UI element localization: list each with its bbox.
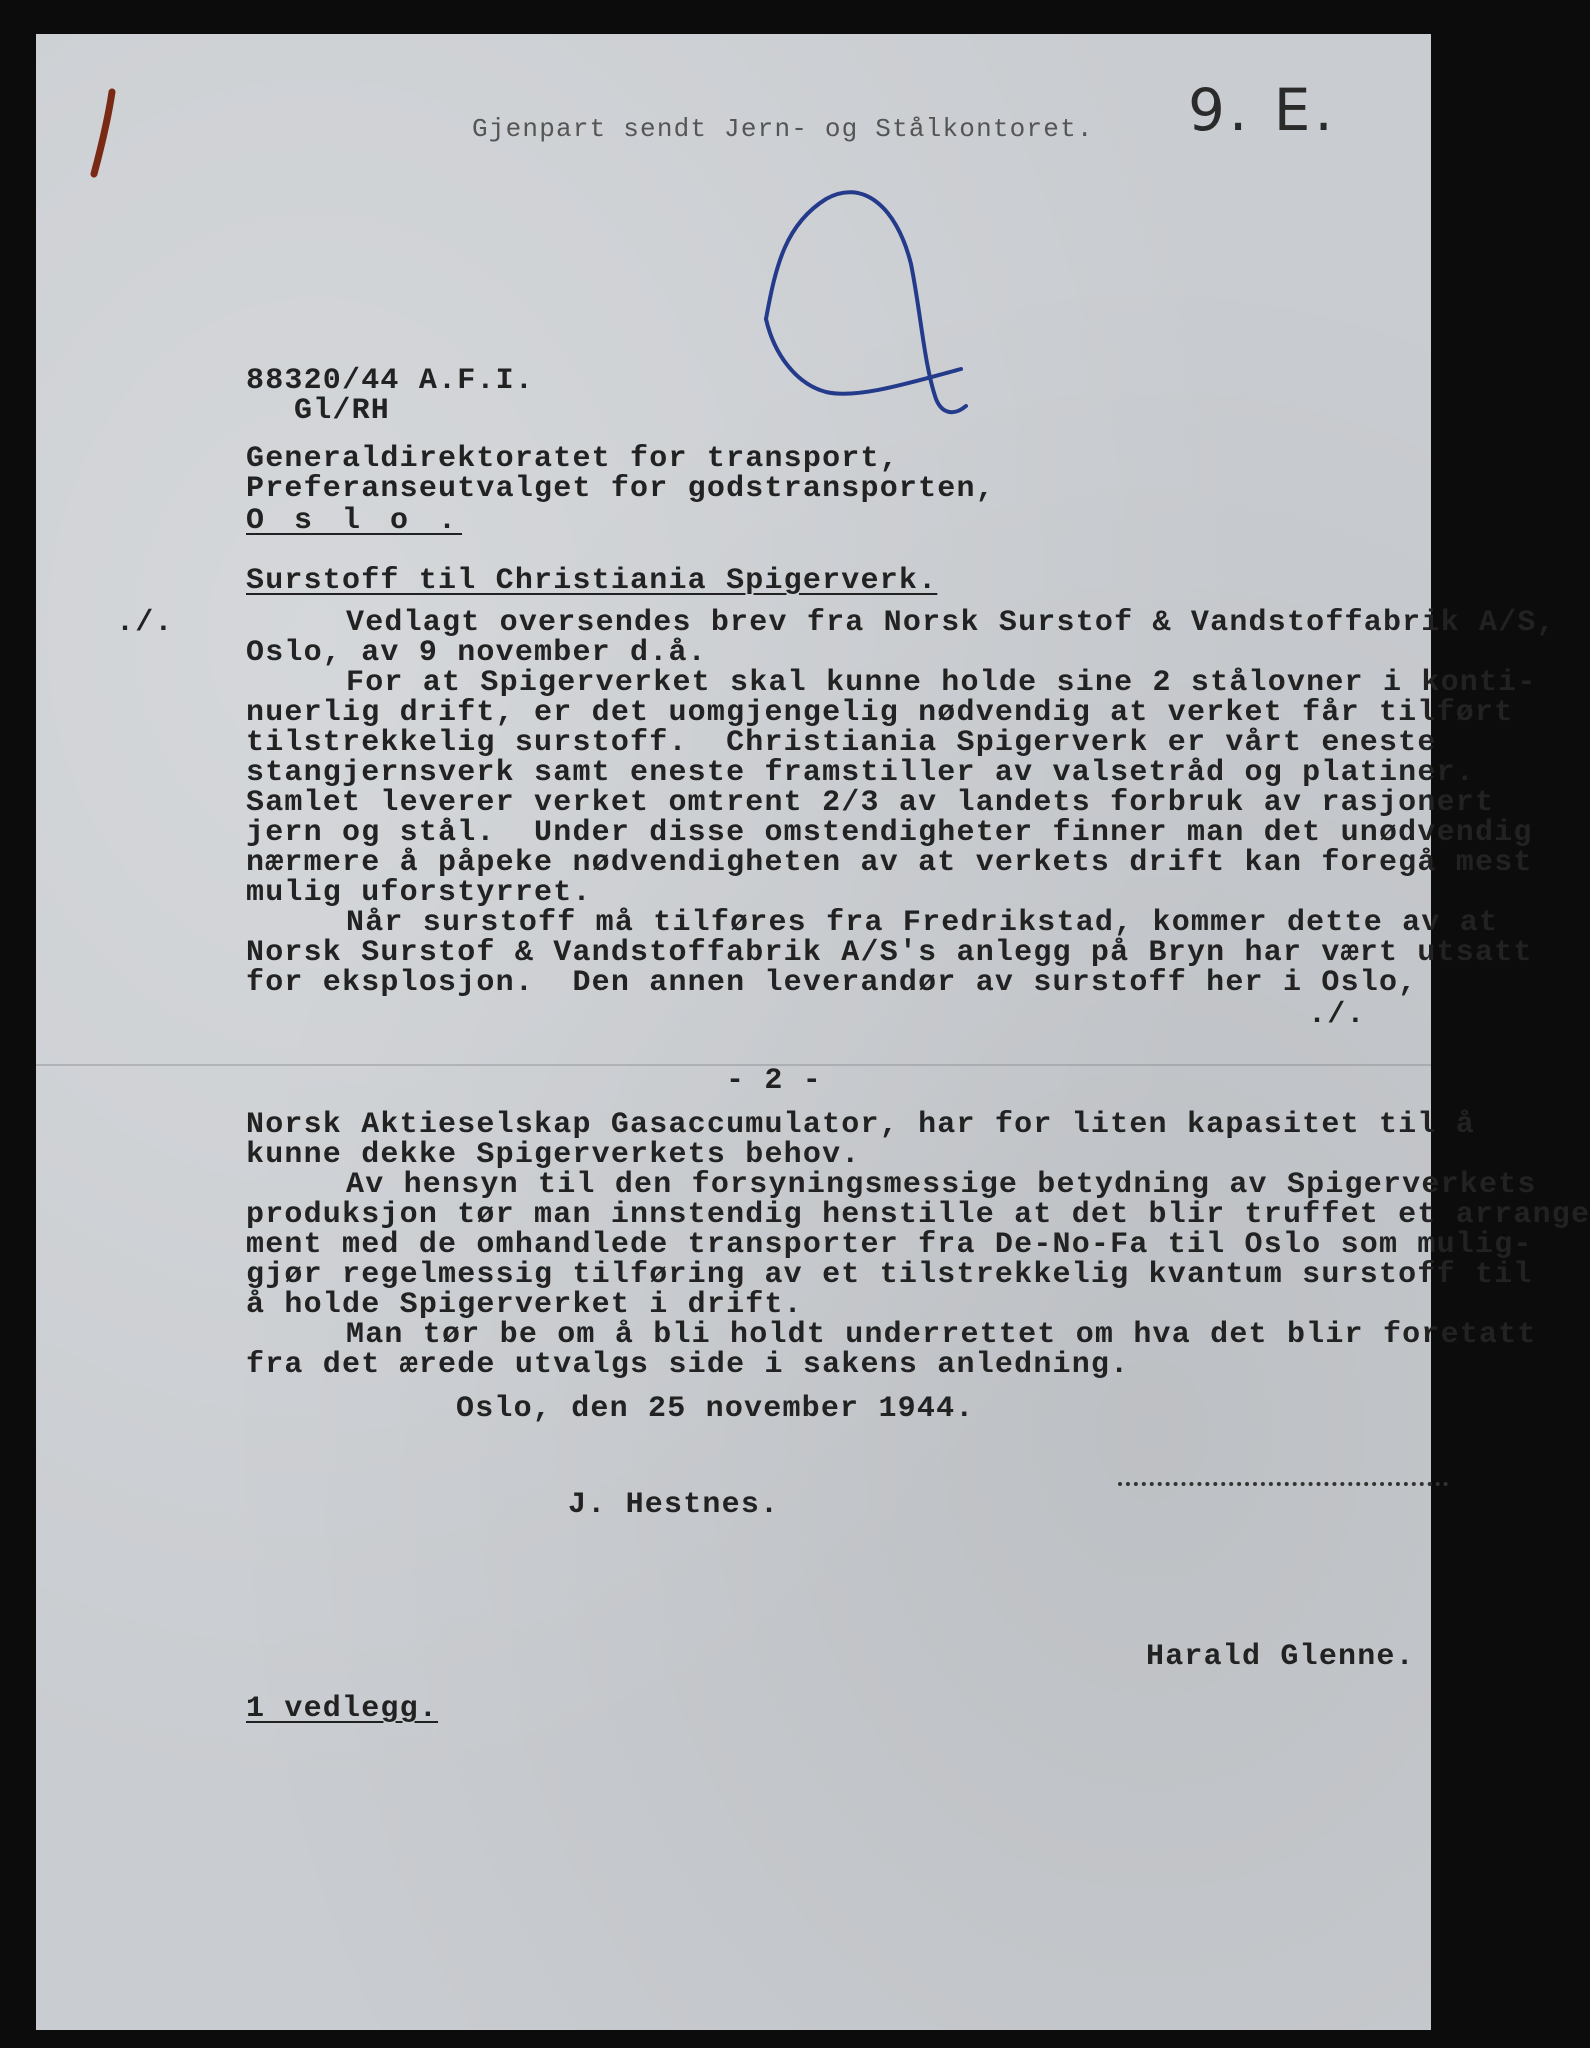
page-number: - 2 - — [726, 1064, 823, 1098]
body-line: gjør regelmessig tilføring av et tilstrekkelig kvantum surstoff til — [246, 1258, 1533, 1292]
date-line: Oslo, den 25 november 1944. — [456, 1392, 975, 1426]
body-line: Man tør be om å bli holdt underrettet om hva det blir foretatt — [346, 1318, 1537, 1352]
addressee-line-2: Preferanseutvalget for godstransporten, — [246, 472, 995, 506]
subject-line: Surstoff til Christiania Spigerverk. — [246, 564, 938, 598]
body-line: jern og stål. Under disse omstendigheter finner man det unødvendig — [246, 816, 1533, 850]
enclosure-marker: ./. — [116, 606, 174, 640]
body-line: Når surstoff må tilføres fra Fredrikstad, kommer dette av at — [346, 906, 1499, 940]
body-line: Av hensyn til den forsyningsmessige betydning av Spigerverkets — [346, 1168, 1537, 1202]
body-line: Oslo, av 9 november d.å. — [246, 636, 707, 670]
body-line: tilstrekkelig surstoff. Christiania Spigerverk er vårt eneste — [246, 726, 1437, 760]
signatory-left: J. Hestnes. — [568, 1488, 780, 1522]
body-line: Norsk Aktieselskap Gasaccumulator, har for liten kapasitet til å — [246, 1108, 1475, 1142]
handwritten-ink-mark — [756, 144, 996, 434]
body-line: kunne dekke Spigerverkets behov. — [246, 1138, 861, 1172]
body-line: stangjernsverk samt eneste framstiller av valsetråd og platiner. — [246, 756, 1475, 790]
letter-sheet — [36, 34, 1590, 2030]
signature-dotted-line — [1118, 1482, 1448, 1486]
body-line: nuerlig drift, er det uomgjengelig nødvendig at verket får tilført — [246, 696, 1514, 730]
copy-note: Gjenpart sendt Jern- og Stålkontoret. — [472, 114, 1094, 144]
addressee-city: O s l o . — [246, 504, 463, 538]
body-line: Norsk Surstof & Vandstoffabrik A/S's anlegg på Bryn har vært utsatt — [246, 936, 1533, 970]
reference-number: 88320/44 A.F.I. — [246, 364, 535, 398]
body-line: For at Spigerverket skal kunne holde sine 2 stålovner i konti- — [346, 666, 1537, 700]
body-line: for eksplosjon. Den annen leverandør av surstoff her i Oslo, — [246, 966, 1418, 1000]
body-line: Vedlagt oversendes brev fra Norsk Surstof & Vandstoffabrik A/S, — [346, 606, 1556, 640]
signatory-right: Harald Glenne. — [1146, 1640, 1415, 1674]
margin-pencil-mark — [84, 84, 124, 184]
attachment-note: 1 vedlegg. — [246, 1692, 439, 1726]
body-line: ment med de omhandlede transporter fra De-No-Fa til Oslo som mulig- — [246, 1228, 1533, 1262]
body-line: produksjon tør man innstendig henstille at det blir truffet et arrange — [246, 1198, 1590, 1232]
body-line: å holde Spigerverket i drift. — [246, 1288, 803, 1322]
body-line: fra det ærede utvalgs side i sakens anledning. — [246, 1348, 1130, 1382]
body-line: Samlet leverer verket omtrent 2/3 av landets forbruk av rasjonert — [246, 786, 1495, 820]
handwritten-reference: 9. E. — [1188, 76, 1337, 144]
continuation-marker: ./. — [1308, 998, 1366, 1032]
reference-initials: Gl/RH — [294, 394, 391, 428]
addressee-line-1: Generaldirektoratet for transport, — [246, 442, 899, 476]
body-line: nærmere å påpeke nødvendigheten av at verkets drift kan foregå mest — [246, 846, 1533, 880]
body-line: mulig uforstyrret. — [246, 876, 592, 910]
